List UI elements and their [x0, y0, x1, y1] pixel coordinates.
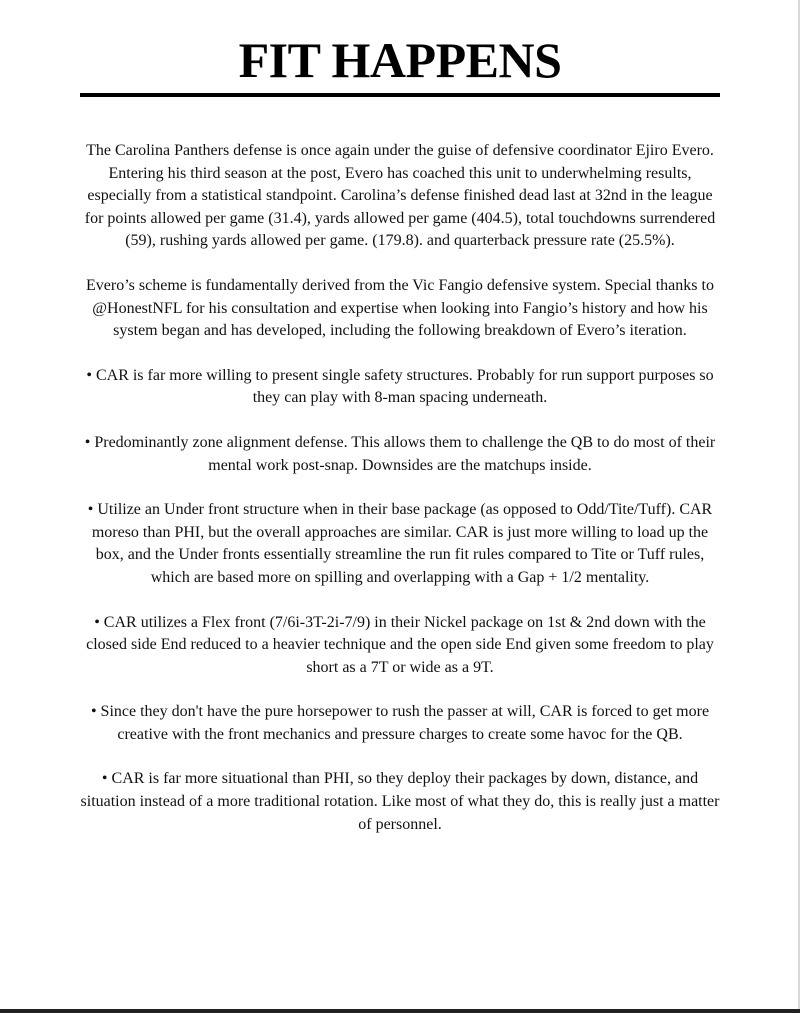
- bullet-under-front: • Utilize an Under front structure when in their base package (as opposed to Odd/Tite/Tuff). CAR moreso than PHI, but the overall approaches are similar. CAR is just more willing to load up the box, and the Under fronts essentially streamline the run fit rules compared to Tite or Tuff rules, which are based more on spilling and overlapping with a Gap + 1/2 mentality.: [87, 501, 713, 586]
- title-underline: [80, 93, 720, 97]
- bullet-flex-front: • CAR utilizes a Flex front (7/6i-3T-2i-7/9) in their Nickel package on 1st & 2nd down with the closed side End reduced to a heavier technique and the open side End given some freedom to play short as a 7T or wide as a 9T.: [86, 613, 714, 676]
- bullet-pressure: • Since they don't have the pure horsepower to rush the passer at will, CAR is forced to get more creative with the front mechanics and pressure charges to create some havoc for the QB.: [90, 703, 710, 743]
- bullet-single-safety: • CAR is far more willing to present single safety structures. Probably for run support purposes so they can play with 8-man spacing underneath.: [86, 366, 714, 407]
- bullet-situational: • CAR is far more situational than PHI, so they deploy their packages by down, distance, and situation instead of a more traditional rotation. Like most of what they do, this is really just a matter of personnel.: [80, 770, 720, 833]
- document-title: FIT HAPPENS: [238, 32, 562, 88]
- scheme-paragraph: Evero’s scheme is fundamentally derived from the Vic Fangio defensive system. Special thanks to @HonestNFL for his consultation and expertise when looking into Fangio’s history and how his system began and has developed, including the following breakdown of Evero’s iteration.: [86, 276, 714, 340]
- document-body: [80, 140, 720, 858]
- bullet-zone-alignment: • Predominantly zone alignment defense. This allows them to challenge the QB to do most of their mental work post-snap. Downsides are the matchups inside.: [84, 433, 716, 474]
- intro-paragraph: The Carolina Panthers defense is once again under the guise of defensive coordinator Ejiro Evero. Entering his third season at the post, Evero has coached this unit to underwhelming results, especially from a statistical standpoint. Carolina’s defense finished dead last at 32nd in the league for points allowed per game (31.4), yards allowed per game (404.5), total touchdowns surrendered (59), rushing yards allowed per game. (179.8). and quarterback pressure rate (25.5%).: [84, 142, 716, 250]
- page-bottom-border: [0, 1009, 800, 1013]
